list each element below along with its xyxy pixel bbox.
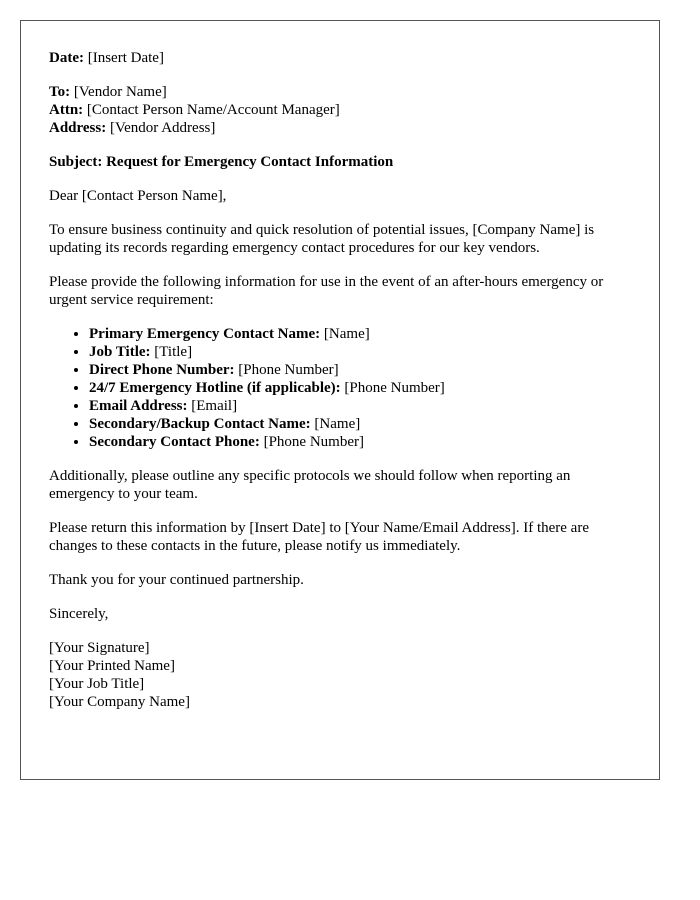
- to-label: To:: [49, 84, 71, 100]
- field-label: Secondary/Backup Contact Name:: [89, 416, 311, 432]
- field-value: [Phone Number]: [263, 434, 364, 450]
- to-line: [49, 83, 631, 101]
- attn-label: Attn:: [49, 102, 84, 118]
- address-line: [49, 119, 631, 137]
- subject-line: [49, 153, 631, 171]
- signature-block: [49, 639, 631, 711]
- attn-line: [49, 101, 631, 119]
- field-value: [Phone Number]: [344, 380, 445, 396]
- field-value: [Title]: [154, 344, 193, 360]
- signature-line: [Your Signature]: [49, 640, 150, 656]
- thanks-paragraph: Thank you for your continued partnership.: [49, 572, 304, 588]
- list-item: [89, 343, 631, 361]
- date-line: [49, 49, 631, 67]
- list-item: [89, 379, 631, 397]
- list-item: [89, 397, 631, 415]
- field-label: 24/7 Emergency Hotline (if applicable):: [89, 380, 341, 396]
- contact-fields-list: [49, 325, 631, 451]
- field-label: Direct Phone Number:: [89, 362, 235, 378]
- return-paragraph: Please return this information by [Insert Date] to [Your Name/Email Address]. If there are changes to these contacts in the future, please notify us immediately.: [49, 520, 589, 554]
- closing: Sincerely,: [49, 606, 109, 622]
- address-value: [Vendor Address]: [109, 120, 216, 136]
- to-value: [Vendor Name]: [73, 84, 167, 100]
- field-label: Email Address:: [89, 398, 188, 414]
- recipient-block: [49, 83, 631, 137]
- list-item: [89, 325, 631, 343]
- intro-paragraph: To ensure business continuity and quick resolution of potential issues, [Company Name] is updating its records regarding emergency contact procedures for our key vendors.: [49, 222, 595, 256]
- salutation: Dear [Contact Person Name],: [49, 188, 227, 204]
- field-value: [Phone Number]: [238, 362, 339, 378]
- date-label: Date:: [49, 50, 84, 66]
- protocols-paragraph: Additionally, please outline any specific protocols we should follow when reporting an emergency to your team.: [49, 468, 571, 502]
- date-value: [Insert Date]: [87, 50, 164, 66]
- company-line: [Your Company Name]: [49, 694, 190, 710]
- list-item: [89, 361, 631, 379]
- attn-value: [Contact Person Name/Account Manager]: [86, 102, 340, 118]
- field-label: Job Title:: [89, 344, 151, 360]
- field-label: Primary Emergency Contact Name:: [89, 326, 321, 342]
- job-title-line: [Your Job Title]: [49, 676, 145, 692]
- list-item: [89, 415, 631, 433]
- address-label: Address:: [49, 120, 107, 136]
- printed-name-line: [Your Printed Name]: [49, 658, 175, 674]
- letter-page: [20, 20, 660, 780]
- subject-text: Subject: Request for Emergency Contact Information: [49, 154, 394, 170]
- list-item: [89, 433, 631, 451]
- field-value: [Name]: [314, 416, 361, 432]
- request-paragraph: Please provide the following information for use in the event of an after-hours emergency or urgent service requirement:: [49, 274, 604, 308]
- field-value: [Email]: [191, 398, 238, 414]
- field-value: [Name]: [323, 326, 370, 342]
- field-label: Secondary Contact Phone:: [89, 434, 260, 450]
